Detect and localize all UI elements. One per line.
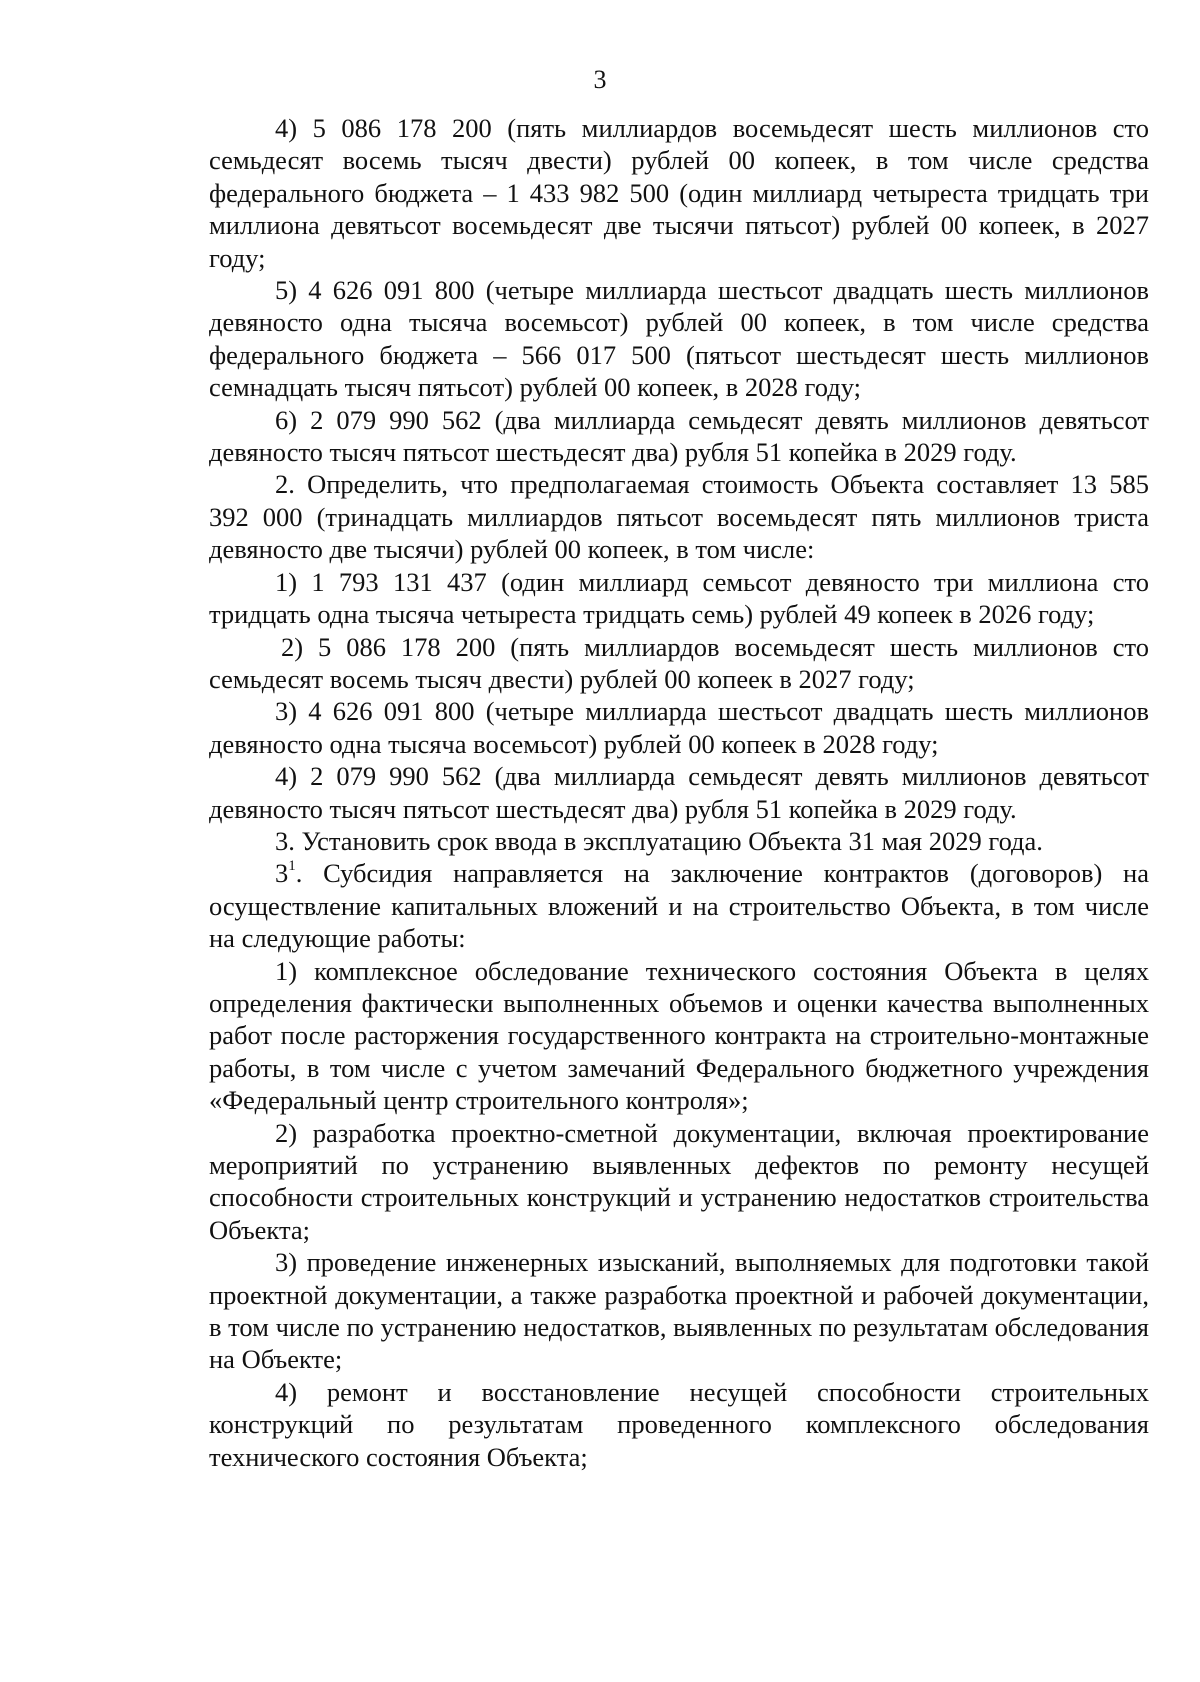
paragraph-cost-2029: 4) 2 079 990 562 (два миллиарда семьдесят девять миллионов девятьсот девяносто тысяч пятьсот шестьдесят два) рубля 51 копейка в 2029 году. [209,761,1149,824]
paragraph-item-5-2028: 5) 4 626 091 800 (четыре миллиарда шестьсот двадцать шесть миллионов девяносто одна тысяча восемьсот) рублей 00 копеек, в том числе средства федерального бюджета – 566 017 500 (пятьсот шестьдесят шесть миллионов семнадцать тысяч пятьсот) рублей 00 копеек, в 2028 году; [209,275,1149,403]
paragraph-item-4-2027: 4) 5 086 178 200 (пять миллиардов восемьдесят шесть миллионов сто семьдесят восемь тысяч двести) рублей 00 копеек, в том числе средства федерального бюджета – 1 433 982 500 (один миллиард четыреста тридцать три миллиона девятьсот восемьдесят две тысячи пятьсот) рублей 00 копеек, в 2027 году; [209,113,1149,273]
work-item-3: 3) проведение инженерных изысканий, выполняемых для подготовки такой проектной документации, а также разработка проектной и рабочей документации, в том числе по устранению недостатков, выявленных по результатам обследования на Объекте; [209,1247,1149,1375]
section-number: 3 [275,858,289,889]
work-item-4: 4) ремонт и восстановление несущей способности строительных конструкций по результатам проведенного комплексного обследования технического состояния Объекта; [209,1376,1149,1472]
paragraph-section-3: 3. Установить срок ввода в эксплуатацию Объекта 31 мая 2029 года. [275,825,1043,856]
paragraph-section-2: 2. Определить, что предполагаемая стоимость Объекта составляет 13 585 392 000 (тринадцать миллиардов пятьсот восемьдесят пять миллионов триста девяносто две тысячи) рублей 00 копеек, в том числе: [209,469,1149,565]
paragraph-item-6-2029: 6) 2 079 990 562 (два миллиарда семьдесят девять миллионов девятьсот девяносто тысяч пятьсот шестьдесят два) рубля 51 копейка в 2029 году. [209,404,1149,468]
document-body [209,112,1149,1473]
paragraph-cost-2027: 2) 5 086 178 200 (пять миллиардов восемьдесят шесть миллионов сто семьдесят восемь тысяч двести) рублей 00 копеек в 2027 году; [209,631,1149,694]
work-item-1: 1) комплексное обследование технического состояния Объекта в целях определения фактически выполненных объемов и оценки качества выполненных работ после расторжения государственного контракта на строительно-монтажные работы, в том числе с учетом замечаний Федерального бюджетного учреждения «Федеральный центр строительного контроля»; [209,955,1149,1116]
paragraph-cost-2028: 3) 4 626 091 800 (четыре миллиарда шестьсот двадцать шесть миллионов девяносто одна тысяча восемьсот) рублей 00 копеек в 2028 году; [209,696,1149,759]
paragraph-section-3-1 [209,857,1149,954]
section-text: . Субсидия направляется на заключение контрактов (договоров) на осуществление капитальных вложений и на строительство Объекта, в том числе на следующие работы: [209,858,1149,954]
work-item-2: 2) разработка проектно-сметной документации, включая проектирование мероприятий по устранению выявленных дефектов по ремонту несущей способности строительных конструкций и устранению недостатков строительства Объекта; [209,1117,1149,1245]
paragraph-cost-2026: 1) 1 793 131 437 (один миллиард семьсот девяносто три миллиона сто тридцать одна тысяча четыреста тридцать семь) рублей 49 копеек в 2026 году; [209,566,1149,630]
page-number: 3 [593,65,607,94]
section-superscript: 1 [288,858,296,875]
